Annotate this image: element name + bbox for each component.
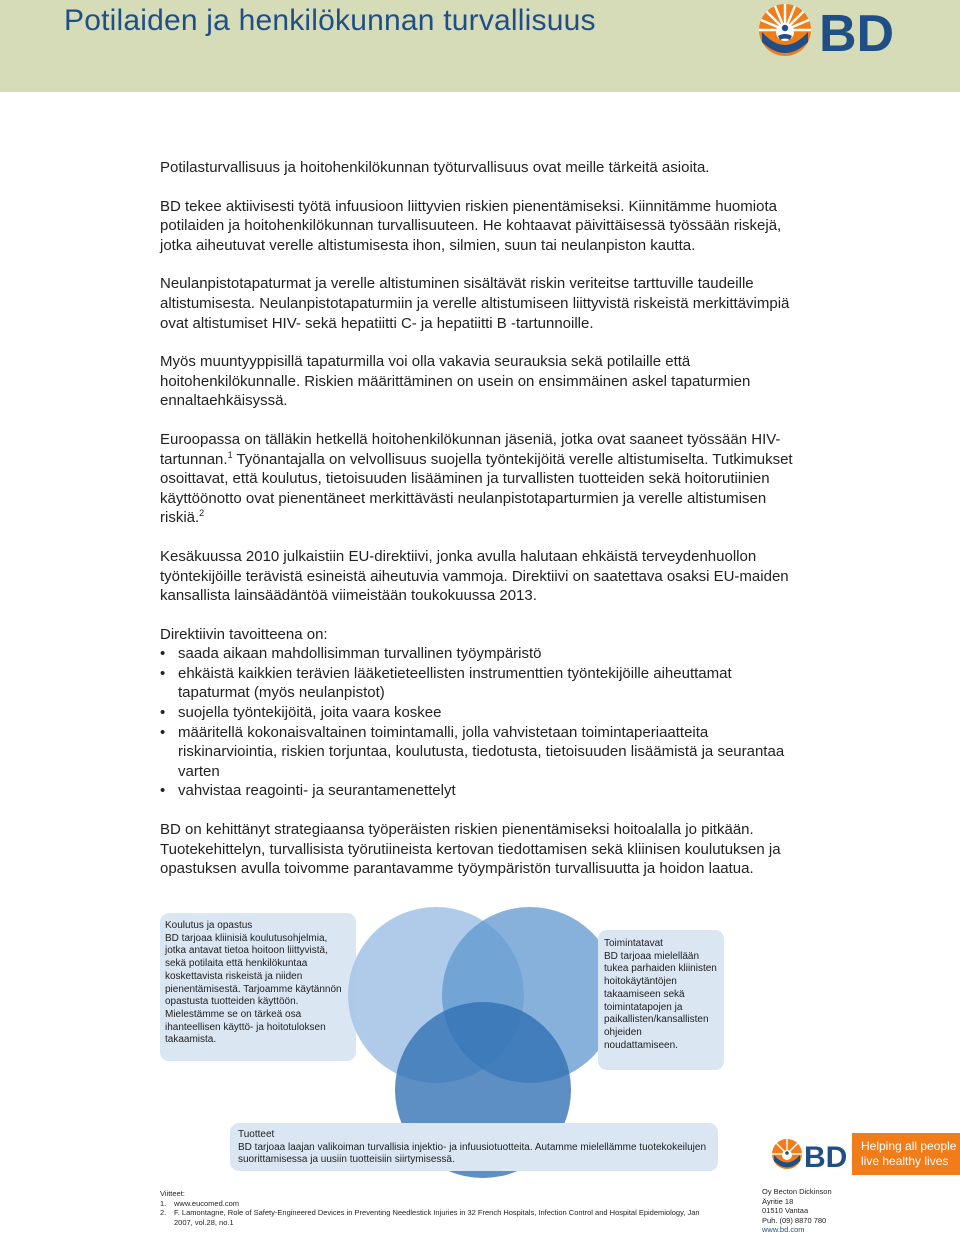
paragraph-3: Neulanpistotapaturmat ja verelle altistuminen sisältävät riskin veriteitse tarttuville taudeille altistumisesta. Neulanpistotapaturmiin ja verelle altistumiseen liittyvistä riskeistä merkittävimpiä ovat altistumiset HIV- sekä hepatiitti C- ja hepatiitti B -tartunnoille. xyxy=(160,275,790,332)
paragraph-6: Kesäkuussa 2010 julkaistiin EU-direktiivi, jonka avulla halutaan ehkäistä terveydenhuollon työntekijöille terävistä esineistä aiheutuvia vammoja. Direktiivi on saatettava osaksi EU-maiden kansallista lainsäädäntöä viimeistään toukokuussa 2013. xyxy=(160,547,789,605)
goal-item: • määritellä kokonaisvaltainen toimintamalli, jolla vahvistetaan toimintaperiaatteita riskinarviointia, riskien torjuntaa, koulutusta, tiedotusta, tietoisuuden lisäämistä ja seurantaa varten xyxy=(160,723,800,782)
header-band xyxy=(0,0,960,92)
paragraph-7: BD on kehittänyt strategiaansa työperäisten riskien pienentämiseksi hoitoalalla jo pitkään. Tuotekehittelyn, turvallisista työrutiineista kertovan tiedottamisen sekä kliinisen koulutuksen ja opastuksen avulla toivomme parantavamme työympäristön turvallisuutta ja hoidon laatua. xyxy=(160,821,781,878)
products-box xyxy=(230,1123,718,1171)
bd-logo-footer xyxy=(770,1136,850,1172)
reference-text: F. Lamontagne, Role of Safety-Engineered Devices in Preventing Needlestick Injuries in 32 French Hospitals, Infection Control and Hospital Epidemiology, Jan 2007, vol.28, no.1 xyxy=(174,1208,700,1227)
products-box-text: BD tarjoaa laajan valikoiman turvallisia injektio- ja infuusiotuotteita. Autamme mielellämme tuotekokeilujen suorittamisessa ja uusiin tuotteisiin siirtymisessä. xyxy=(238,1141,707,1166)
goal-item: • ehkäistä kaikkien terävien lääketieteellisten instrumenttien työntekijöille aiheuttamat tapaturmat (myös neulanpistot) xyxy=(160,664,800,703)
company-name: Oy Becton Dickinson xyxy=(762,1187,832,1196)
practices-box-text: BD tarjoaa mielellään tukea parhaiden kliinisten hoitokäytäntöjen takaamiseen sekä toimintatapojen ja paikallisten/kansallisten ohjeiden noudattamiseen. xyxy=(604,950,717,1051)
paragraph-5 xyxy=(160,430,800,528)
training-box-title: Koulutus ja opastus xyxy=(165,920,253,931)
reference-number: 2. xyxy=(160,1208,167,1218)
training-box-text: BD tarjoaa kliinisiä koulutusohjelmia, jotka antavat tietoa hoitoon liittyvistä, sekä potilaita että henkilökuntaa koskettavista riskeistä ja niiden pienentämisestä. Tarjoamme käytännön opastusta tuotteiden käyttöön. Mielestämme se on tärkeä osa ihanteellisen käyttö- ja hoitotuloksen takaamista. xyxy=(165,932,342,1046)
bd-logo xyxy=(756,2,906,58)
address-street: Äyritie 18 xyxy=(762,1196,794,1206)
bd-sunburst-icon-small xyxy=(772,1139,802,1169)
goal-item: • vahvistaa reagointi- ja seurantamenettelyt xyxy=(160,781,800,801)
bd-sunburst-icon xyxy=(759,4,811,56)
paragraph-1: Potilasturvallisuus ja hoitohenkilökunnan työturvallisuus ovat meille tärkeitä asioita. xyxy=(160,159,710,176)
company-address xyxy=(762,1187,902,1235)
address-phone: Puh. (09) 8870 780 xyxy=(762,1215,827,1225)
slogan-line-1: Helping all people xyxy=(861,1139,957,1153)
address-city: 01510 Vantaa xyxy=(762,1206,809,1216)
main-content xyxy=(160,158,800,898)
footnote-1-marker: 1 xyxy=(227,449,233,460)
products-box-title: Tuotteet xyxy=(238,1129,275,1140)
slogan-line-2: live healthy lives xyxy=(861,1153,949,1168)
goal-item: • suojella työntekijöitä, joita vaara koskee xyxy=(160,703,800,723)
references-heading: Viitteet: xyxy=(160,1189,185,1198)
footnote-2-marker: 2 xyxy=(199,508,205,519)
goals-list xyxy=(160,644,800,801)
references xyxy=(160,1189,700,1227)
paragraph-5-part-2: Työnantajalla on velvollisuus suojella työntekijöitä verelle altistumiselta. Tutkimukset osoittavat, että koulutus, tietoisuuden lisääminen ja turvallisten tuotteiden sekä hoitorutiinien käyttöönotto ovat pienentäneet merkittävästi neulanpistotaparturmien ja verelle altistumisen riskiä. xyxy=(160,450,793,527)
website-link[interactable]: www.bd.com xyxy=(762,1225,805,1235)
paragraph-5-part-1: Euroopassa on tälläkin hetkellä hoitohenkilökunnan jäseniä, jotka ovat saaneet työssään HIV-tartunnan. xyxy=(160,430,781,468)
goal-item: • saada aikaan mahdollisimman turvallinen työympäristö xyxy=(160,644,800,664)
reference-text: www.eucomed.com xyxy=(174,1198,240,1208)
practices-box-title: Toimintatavat xyxy=(604,938,663,949)
paragraph-2: BD tekee aktiivisesti työtä infuusioon liittyvien riskien pienentämiseksi. Kiinnitämme huomiota potilaiden ja hoitohenkilökunnan turvallisuuteen. He kohtaavat päivittäisessä työssään riskejä, jotka aiheutuvat verelle altistumisesta ihon, silmien, suun tai neulanpiston kautta. xyxy=(160,197,782,254)
practices-box xyxy=(598,930,724,1070)
bd-logo-text: BD xyxy=(819,5,895,58)
reference-item xyxy=(160,1208,700,1227)
paragraph-4: Myös muuntyyppisillä tapaturmilla voi olla vakavia seurauksia sekä potilaille että hoitohenkilökunnalle. Riskien määrittäminen on usein on ensimmäinen askel tapaturmien ennaltaehkäisyssä. xyxy=(160,353,751,410)
slogan-badge xyxy=(852,1133,960,1175)
bd-logo-footer-text: BD xyxy=(804,1141,848,1172)
reference-number: 1. xyxy=(160,1198,167,1208)
training-box xyxy=(160,913,356,1061)
goals-heading: Direktiivin tavoitteena on: xyxy=(160,625,328,643)
page-title: Potilaiden ja henkilökunnan turvallisuus xyxy=(64,4,596,37)
reference-item xyxy=(160,1199,700,1209)
